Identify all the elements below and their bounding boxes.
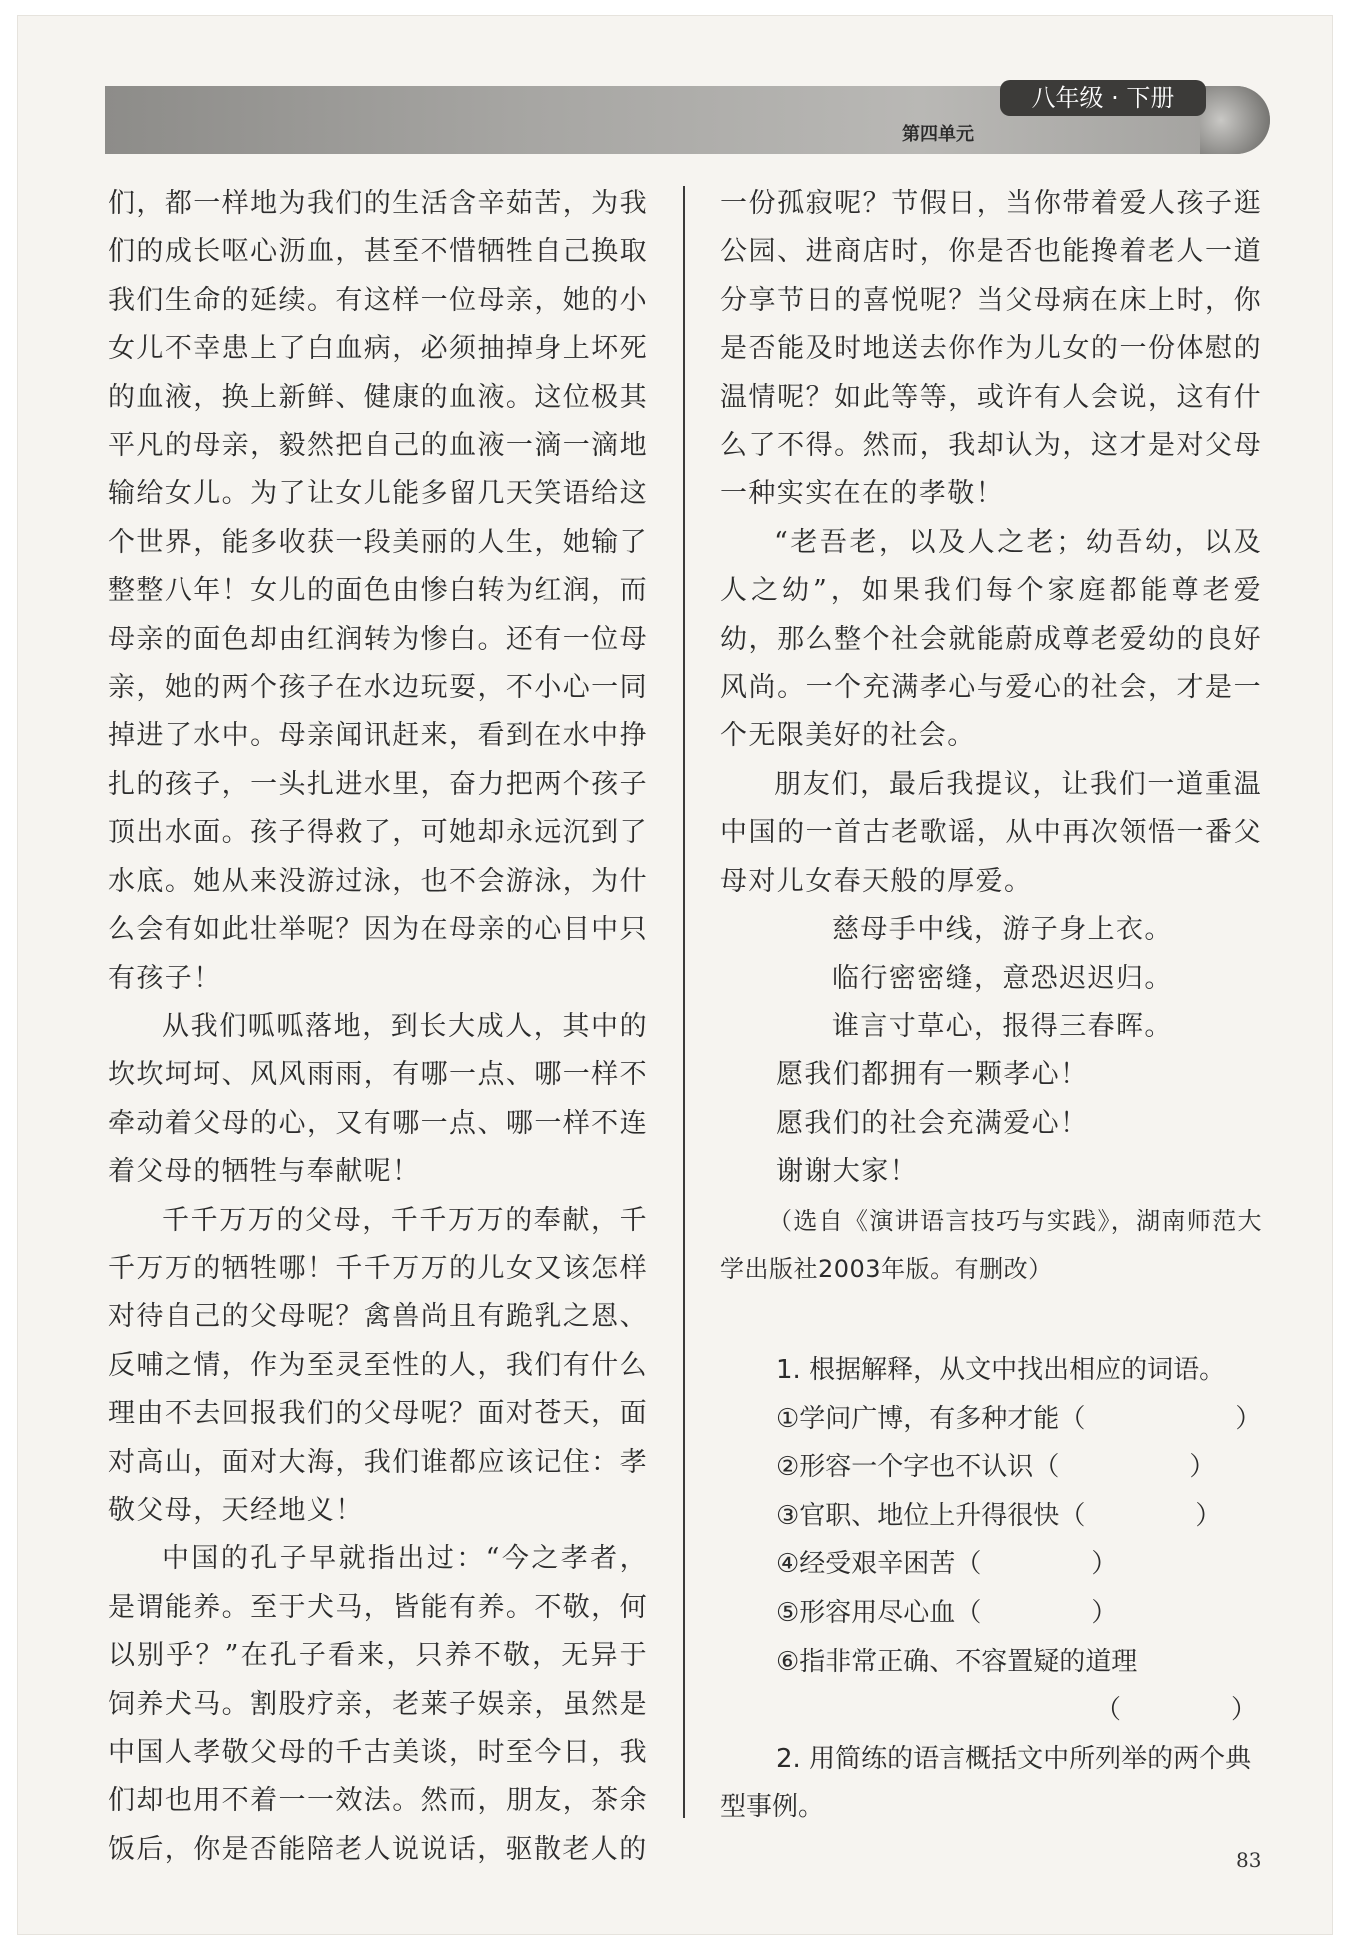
right-column: [720, 180, 1262, 1293]
answer-blank[interactable]: [1085, 1395, 1235, 1444]
exercise-item-text: ⑤形容用尽心血: [776, 1597, 956, 1628]
exercise-item-text: ①学问广博，有多种才能: [776, 1403, 1060, 1434]
answer-blank[interactable]: [981, 1589, 1091, 1638]
answer-blank[interactable]: [1085, 1492, 1195, 1541]
column-divider: [683, 186, 685, 1818]
exercise-item-text: ⑥指非常正确、不容置疑的道理: [776, 1646, 1138, 1677]
exercise-item: ④经受艰辛困苦（ ）: [720, 1540, 1265, 1589]
unit-label: 第四单元: [902, 124, 974, 145]
exercise-item: [720, 1638, 1265, 1687]
poem-line: 谁言寸草心，报得三春晖。: [832, 1010, 1173, 1042]
exercise-item: ①学问广博，有多种才能（ ）: [720, 1395, 1265, 1444]
closing-line: 愿我们的社会充满爱心！: [776, 1107, 1089, 1139]
source-citation: （选自《演讲语言技巧与实践》，湖南师范大学出版社2003年版。有删改）: [720, 1206, 1262, 1283]
poem-line: 临行密密缝，意恐迟迟归。: [832, 962, 1173, 994]
paragraph: 从我们呱呱落地，到长大成人，其中的坎坎坷坷、风风雨雨，有哪一点、哪一样不牵动着父母的心，又有哪一点、哪一样不连着父母的牺牲与奉献呢！: [108, 1010, 648, 1188]
poem-line: 慈母手中线，游子身上衣。: [832, 914, 1173, 946]
exercise-item: ⑤形容用尽心血（ ）: [720, 1589, 1265, 1638]
answer-blank[interactable]: [981, 1540, 1091, 1589]
paragraph: 一份孤寂呢？节假日，当你带着爱人孩子逛公园、进商店时，你是否也能搀着老人一道分享节日的喜悦呢？当父母病在床上时，你是否能及时地送去你作为儿女的一份体慰的温情呢？如此等等，或许有人会说，这有什么了不得。然而，我却认为，这才是对父母一种实实在在的孝敬！: [720, 188, 1262, 510]
paragraph: 千千万万的父母，千千万万的奉献，千千万万的牺牲哪！千千万万的儿女又该怎样对待自己的父母呢？禽兽尚且有跪乳之恩、反哺之情，作为至灵至性的人，我们有什么理由不去回报我们的父母呢？面对苍天，面对高山，面对大海，我们谁都应该记住：孝敬父母，天经地义！: [108, 1204, 648, 1526]
poem: [720, 906, 1262, 1051]
question-1: 1. 根据解释，从文中找出相应的词语。: [776, 1355, 1226, 1385]
closing-lines: [720, 1051, 1262, 1196]
exercise-item: ②形容一个字也不认识（ ）: [720, 1443, 1265, 1492]
exercises: [720, 1346, 1265, 1832]
paragraph: “老吾老，以及人之老；幼吾幼，以及人之幼”，如果我们每个家庭都能尊老爱幼，那么整个社会就能蔚成尊老爱幼的良好风尚。一个充满孝心与爱心的社会，才是一个无限美好的社会。: [720, 526, 1262, 752]
paragraph: 中国的孔子早就指出过：“今之孝者，是谓能养。至于犬马，皆能有养。不敬，何以别乎？”在孔子看来，只养不敬，无异于饲养犬马。割股疗亲，老莱子娱亲，虽然是中国人孝敬父母的千古美谈，时至今日，我们却也用不着一一效法。然而，朋友，茶余饭后，你是否能陪老人说说话，驱散老人的: [108, 1543, 648, 1865]
left-column: [108, 180, 648, 1874]
exercise-item-text: ②形容一个字也不认识: [776, 1452, 1034, 1483]
page-number: 83: [1236, 1848, 1262, 1872]
closing-line: 谢谢大家！: [776, 1156, 918, 1188]
exercise-item-text: ③官职、地位上升得很快: [776, 1500, 1060, 1531]
question-2: 2. 用简练的语言概括文中所列举的两个典型事例。: [720, 1743, 1252, 1823]
grade-tab: 八年级 · 下册: [1000, 80, 1206, 116]
exercise-item-text: ④经受艰辛困苦: [776, 1549, 956, 1580]
exercise-item: ③官职、地位上升得很快（ ）: [720, 1492, 1265, 1541]
paragraph: 朋友们，最后我提议，让我们一道重温中国的一首古老歌谣，从中再次领悟一番父母对儿女春天般的厚爱。: [720, 768, 1262, 897]
paragraph: 们，都一样地为我们的生活含辛茹苦，为我们的成长呕心沥血，甚至不惜牺牲自己换取我们生命的延续。有这样一位母亲，她的小女儿不幸患上了白血病，必须抽掉身上坏死的血液，换上新鲜、健康的血液。这位极其平凡的母亲，毅然把自己的血液一滴一滴地输给女儿。为了让女儿能多留几天笑语给这个世界，能多收获一段美丽的人生，她输了整整八年！女儿的面色由惨白转为红润，而母亲的面色却由红润转为惨白。还有一位母亲，她的两个孩子在水边玩耍，不小心一同掉进了水中。母亲闻讯赶来，看到在水中挣扎的孩子，一头扎进水里，奋力把两个孩子顶出水面。孩子得救了，可她却永远沉到了水底。她从来没游过泳，也不会游泳，为什么会有如此壮举呢？因为在母亲的心目中只有孩子！: [108, 188, 648, 994]
exercise-item-answer-row: （ ）: [720, 1686, 1265, 1735]
answer-blank[interactable]: [1121, 1686, 1231, 1735]
closing-line: 愿我们都拥有一颗孝心！: [776, 1059, 1089, 1091]
answer-blank[interactable]: [1059, 1443, 1189, 1492]
